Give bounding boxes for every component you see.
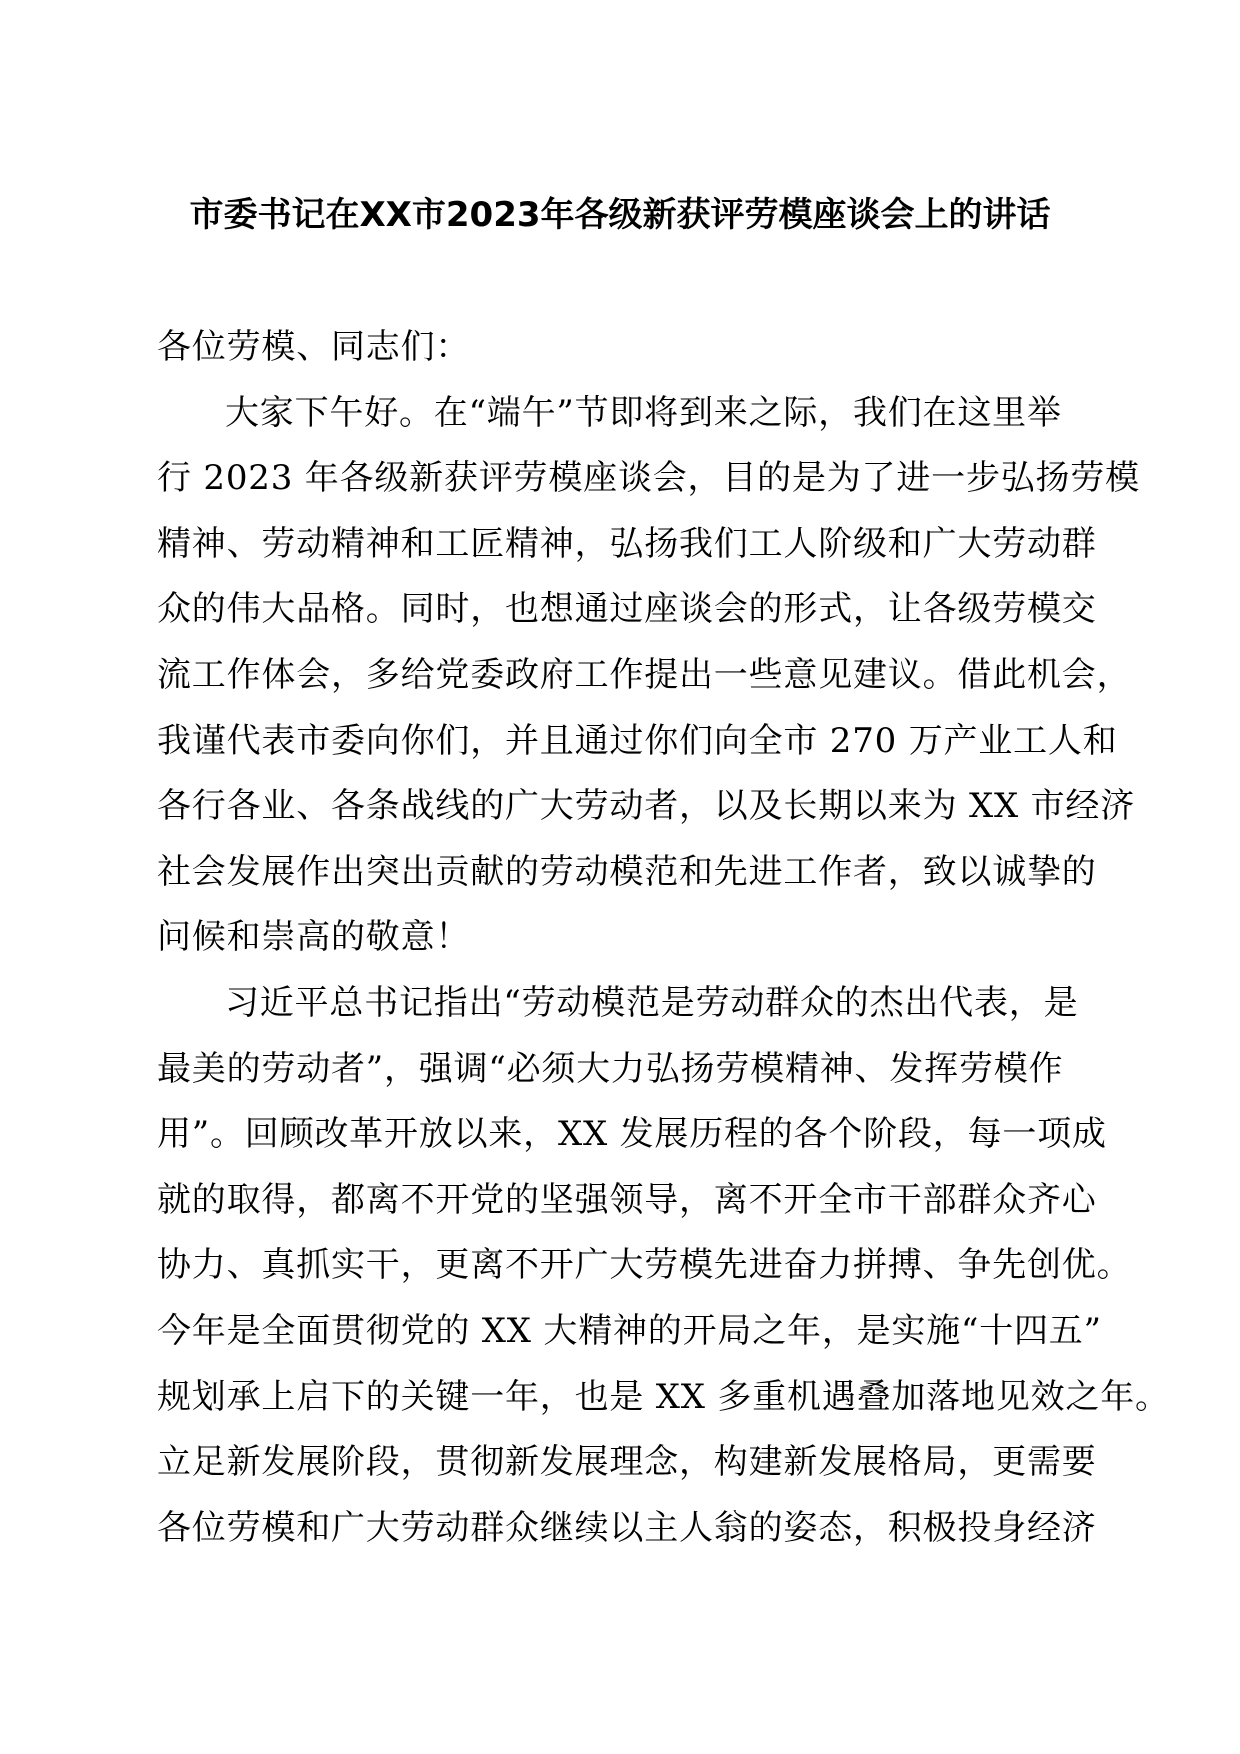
paragraph-line: 精神、劳动精神和工匠精神，弘扬我们工人阶级和广大劳动群 [157,523,1097,564]
paragraph-line: 习近平总书记指出“劳动模范是劳动群众的杰出代表，是 [225,982,1079,1023]
paragraph-line: 规划承上启下的关键一年，也是 XX 多重机遇叠加落地见效之年。 [157,1376,1170,1417]
paragraph-2 [157,971,1170,1561]
paragraph-line: 用”。回顾改革开放以来，XX 发展历程的各个阶段，每一项成 [157,1114,1107,1155]
paragraph-line: 就的取得，都离不开党的坚强领导，离不开全市干部群众齐心 [157,1179,1097,1220]
paragraph-line: 最美的劳动者”，强调“必须大力弘扬劳模精神、发挥劳模作 [157,1048,1064,1089]
paragraph-line: 大家下午好。在“端午”节即将到来之际，我们在这里举 [225,392,1062,433]
paragraph-line: 协力、真抓实干，更离不开广大劳模先进奋力拼搏、争先创优。 [157,1245,1132,1286]
paragraph-line: 行 2023 年各级新获评劳模座谈会，目的是为了进一步弘扬劳模 [157,458,1140,499]
paragraph-line: 今年是全面贯彻党的 XX 大精神的开局之年，是实施“十四五” [157,1310,1102,1351]
paragraph-line: 问候和崇高的敬意！ [157,917,471,958]
paragraph-line: 我谨代表市委向你们，并且通过你们向全市 270 万产业工人和 [157,720,1118,761]
paragraph-1 [157,381,1140,971]
paragraph-line: 众的伟大品格。同时，也想通过座谈会的形式，让各级劳模交 [157,589,1097,630]
document-body [157,315,1170,1561]
paragraph-line: 各位劳模和广大劳动群众继续以主人翁的姿态，积极投身经济 [157,1507,1097,1548]
salutation: 各位劳模、同志们： [157,327,471,367]
paragraph-line: 流工作体会，多给党委政府工作提出一些意见建议。借此机会， [157,654,1132,695]
paragraph-line: 社会发展作出突出贡献的劳动模范和先进工作者，致以诚挚的 [157,851,1097,892]
document-title: 市委书记在XX市2023年各级新获评劳模座谈会上的讲话 [189,195,1051,235]
paragraph-line: 各行各业、各条战线的广大劳动者，以及长期以来为 XX 市经济 [157,786,1136,827]
paragraph-line: 立足新发展阶段，贯彻新发展理念，构建新发展格局，更需要 [157,1442,1097,1483]
